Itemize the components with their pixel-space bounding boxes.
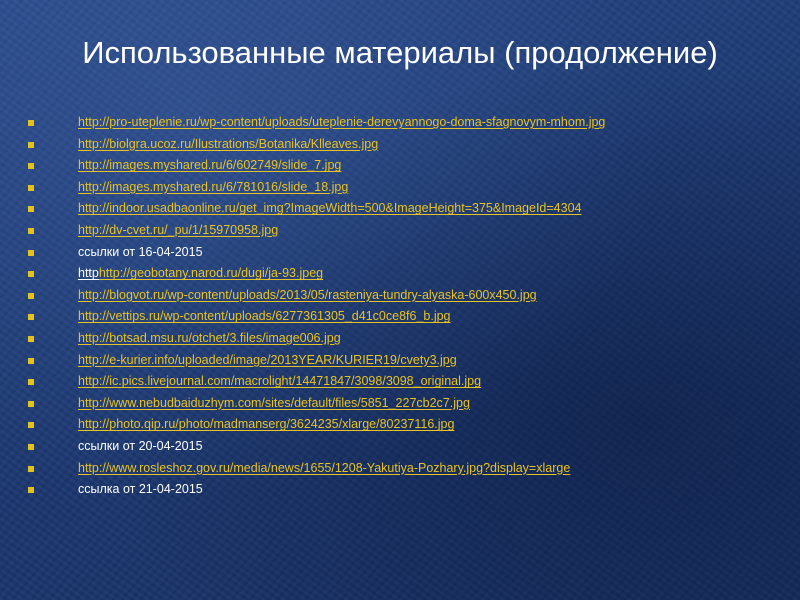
bullet-square-icon [28, 444, 34, 450]
reference-link[interactable]: http://images.myshared.ru/6/602749/slide_7.jpg [78, 158, 342, 173]
bullet-square-icon [28, 142, 34, 148]
bullet-square-icon [28, 185, 34, 191]
reference-link[interactable]: http://www.rosleshoz.gov.ru/media/news/1655/1208-Yakutiya-Pozhary.jpg?display=xlarge [78, 460, 571, 475]
bullet-square-icon [28, 422, 34, 428]
reference-link[interactable]: http://images.myshared.ru/6/781016/slide_18.jpg [78, 179, 349, 194]
reference-link[interactable]: http://geobotany.narod.ru/dugi/ja-93.jpeg [98, 266, 324, 281]
reference-link[interactable]: http://e-kurier.info/uploaded/image/2013YEAR/KURIER19/cvety3.jpg [78, 352, 457, 367]
reference-link-item [78, 393, 605, 415]
date-note: ссылки от 20-04-2015 [78, 438, 203, 453]
date-note: ссылка от 21-04-2015 [78, 482, 203, 497]
bullet-square-icon [28, 314, 34, 320]
reference-link[interactable]: http://www.nebudbaiduzhym.com/sites/default/files/5851_227cb2c7.jpg [78, 395, 470, 410]
date-note-item [78, 436, 605, 458]
slide-title: Использованные материалы (продолжение) [82, 35, 718, 70]
reference-link[interactable]: http://ic.pics.livejournal.com/macrolight/14471847/3098/3098_original.jpg [78, 374, 482, 389]
bullet-square-icon [28, 487, 34, 493]
bullet-square-icon [28, 206, 34, 212]
reference-link-item [78, 177, 605, 199]
reference-link-item [78, 306, 605, 328]
reference-link-item [78, 134, 605, 156]
date-note-item [78, 479, 605, 501]
reference-link-item [78, 328, 605, 350]
reference-link-item [78, 285, 605, 307]
date-note-item [78, 242, 605, 264]
reference-link[interactable]: http://photo.qip.ru/photo/madmanserg/3624235/xlarge/80237116.jpg [78, 417, 455, 432]
reference-link[interactable]: http://indoor.usadbaonline.ru/get_img?ImageWidth=500&ImageHeight=375&ImageId=4304 [78, 201, 582, 216]
reference-link-item [78, 350, 605, 372]
reference-link-item [78, 198, 605, 220]
bullet-square-icon [28, 358, 34, 364]
reference-link[interactable]: http://blogvot.ru/wp-content/uploads/2013/05/rasteniya-tundry-alyaska-600x450.jpg [78, 287, 537, 302]
reference-link[interactable]: http://botsad.msu.ru/otchet/3.files/image006.jpg [78, 330, 341, 345]
bullet-square-icon [28, 271, 34, 277]
reference-link-item [78, 112, 605, 134]
reference-link-item [78, 414, 605, 436]
bullet-square-icon [28, 466, 34, 472]
bullet-square-icon [28, 379, 34, 385]
bullet-square-icon [28, 336, 34, 342]
bullet-square-icon [28, 228, 34, 234]
reference-link-item [78, 220, 605, 242]
reference-link-item [78, 371, 605, 393]
references-list [78, 112, 605, 501]
reference-link-item [78, 155, 605, 177]
reference-link[interactable]: http://vettips.ru/wp-content/uploads/6277361305_d41c0ce8f6_b.jpg [78, 309, 451, 324]
date-note: ссылки от 16-04-2015 [78, 244, 203, 259]
reference-link[interactable]: http://biolgra.ucoz.ru/Ilustrations/Botanika/Klleaves.jpg [78, 136, 379, 151]
reference-link[interactable]: http://pro-uteplenie.ru/wp-content/uploads/uteplenie-derevyannogo-doma-sfagnovym-mhom.jpg [78, 115, 606, 129]
reference-link[interactable]: http://dv-cvet.ru/_pu/1/15970958.jpg [78, 222, 279, 237]
bullet-square-icon [28, 250, 34, 256]
link-prefix: http [78, 266, 99, 281]
reference-link-item [78, 458, 605, 480]
bullet-square-icon [28, 293, 34, 299]
bullet-square-icon [28, 401, 34, 407]
reference-link-item [78, 263, 605, 285]
bullet-square-icon [28, 163, 34, 169]
bullet-square-icon [28, 120, 34, 126]
